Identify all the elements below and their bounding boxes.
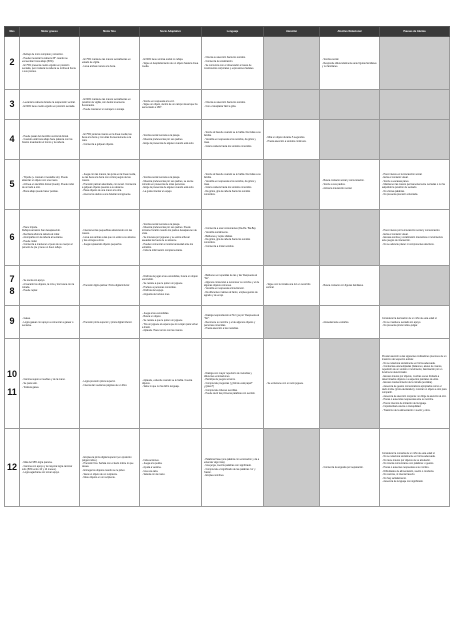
pausas-alarma-cell	[380, 429, 450, 507]
month-label: 7	[9, 274, 15, 285]
cell-item: - No hay señalamiento.	[382, 476, 407, 480]
cell-item: - No se advierte placer ni componentes afectivos.	[382, 242, 435, 246]
cell-item: - Disfruta del espejo.	[142, 289, 164, 293]
cell-item: Considerar la consulta de un niño de esta edad si:	[382, 451, 436, 455]
atencion-cell	[264, 339, 320, 429]
cell-item: - Cuando está boca abajo hace palanca con los brazos levantando el tronco y la cabeza.	[22, 138, 73, 145]
afectivo-relacional-cell	[320, 90, 380, 120]
cell-item: - Al sacarlo los objetos, la mira y los busca con la mirada.	[22, 282, 75, 289]
cell-item: - Participa de juegos sonoros.	[204, 378, 236, 382]
cell-item: - Presta atención a sonidos continuos.	[266, 139, 307, 143]
cell-item: - Poco interés por la interacción social y comunicación.	[382, 229, 441, 233]
month-cell	[5, 210, 20, 266]
month-cell	[5, 429, 20, 507]
socio-adaptativo-cell	[140, 266, 202, 306]
pausas-alarma-cell	[380, 37, 450, 90]
motor-grueso-cell	[20, 266, 80, 306]
cell-item: - Prensión palmar adentrada, con tenaz. Comienza a golpear objetos puestos a su alcance.	[82, 182, 137, 189]
cell-item: - Sabe lo que no ha dicho lenguaje.	[142, 385, 180, 389]
cell-item: - Prensión pinza superior y pinza digital inferior.	[82, 320, 133, 324]
month-cell	[5, 306, 20, 339]
cell-item: - Saca un objeto de un recipiente.	[82, 472, 118, 476]
cell-item: - Muestra preferencias por sus padres, se siente cómodo en presencia de otras personas.	[142, 179, 194, 186]
cell-item: - Boca abajo puede hacer pelotas.	[22, 189, 59, 193]
afectivo-relacional-cell	[320, 160, 380, 210]
cell-item: - El 75% mantiene las manos semiabiertas en estado de vigilia.	[82, 58, 131, 65]
motor-fino-cell	[80, 90, 140, 120]
cell-item: - Reconoce su nombre y el de algunos objetos y personas conocidas.	[204, 320, 256, 327]
cell-item: - No presenta prensión voluntaria.	[382, 193, 419, 197]
month-cell	[5, 266, 20, 306]
cell-item: - Más del 95% logra pararse.	[22, 460, 53, 464]
lenguaje-cell	[202, 120, 264, 160]
cell-item: - No tiene interés por objetos de su alrededor.	[382, 458, 431, 462]
cell-item: - Se para solo.	[22, 382, 38, 385]
cell-item: - Usa jerga, mezcla palabras con significado.	[204, 464, 252, 468]
cell-item: - Activa la interacción social.	[322, 186, 353, 190]
cell-item: - Pocas o ausentes respuestas a su nombre.	[382, 466, 430, 469]
cell-item: - Juega repasando objetos pequeños.	[82, 242, 123, 246]
cell-item: - Se resiste a que le quiten un juguete.	[142, 319, 183, 322]
cell-item: - Vocaliza en respuesta a los sonidos, da gritos y risas.	[204, 138, 256, 144]
motor-grueso-cell	[20, 160, 80, 210]
pausas-alarma-cell	[380, 120, 450, 160]
cell-item: - Algunos comienzan a reconocer su nombre y el de algunas objetos comunes.	[204, 280, 260, 287]
cell-item: - Imita acciones.	[142, 458, 160, 462]
cell-item: - Pocas o ausencias respuestas ante su nombre.	[382, 398, 434, 402]
motor-grueso-cell	[20, 429, 80, 507]
cell-item: - Sigue el desplazamiento de un objeto hasta la línea media.	[142, 61, 199, 68]
cell-item: - Ausencia de gestos comunicativos apropiados como el dedo índice (proto-declarativo), mostrar un objeto a otro para compartir.	[382, 385, 447, 394]
table-row	[5, 160, 450, 210]
cell-item: - Comienza a golpear objetos.	[82, 142, 114, 146]
cell-item: - Sonrisa social.	[322, 58, 340, 62]
cell-item: - Vocaliza socialmente.	[204, 230, 229, 234]
atencion-cell	[264, 160, 320, 210]
cell-item: - Juega a la pelota.	[142, 462, 163, 466]
cell-item: - Comienza la vocalización.	[204, 60, 234, 63]
cell-item: - Pasa objetos de una mano a la otra.	[82, 189, 122, 193]
month-label: 2	[9, 57, 15, 68]
header-atencion: Atención	[264, 27, 320, 37]
cell-item: - Gatea.	[22, 317, 31, 321]
cell-item: - Muestra preferencias por sus padres.	[142, 138, 184, 141]
cell-item: - Sonrisa social cercana a la pareja.	[142, 134, 181, 138]
cell-item: - Evita el contacto visual.	[382, 176, 409, 180]
cell-item: - Tripode (+ manual o inestable sin). Puede alcanzar un objeto con una mano.	[22, 176, 68, 183]
lenguaje-cell	[202, 266, 264, 306]
socio-adaptativo-cell	[140, 37, 202, 90]
socio-adaptativo-cell	[140, 160, 202, 210]
cell-item: - Intenta dar vuelta las páginas de un libro.	[82, 383, 128, 387]
cell-item: - Mira un objeto durante 5 segundos.	[266, 136, 306, 140]
cell-item: - Lleva sus ambas a las que no están a su alcance y las entrega a otros.	[82, 236, 136, 242]
motor-fino-cell	[80, 160, 140, 210]
cell-item: - Usa una taza.	[142, 469, 159, 473]
cell-item: - Ausencia de lenguaje con significado.	[382, 480, 424, 484]
motor-grueso-cell	[20, 120, 80, 160]
cell-item: - Comprende el significado de las palabras 'no' y 'basta'.	[204, 467, 256, 474]
cell-item: - Pueden comenzar a mostrar ansiedad ante los extraños.	[142, 242, 194, 249]
cell-item: - Comprende órdenes sencillas.	[204, 388, 238, 392]
cell-item: - Da gritos, gira la cabeza hacia los sonidos conocidos.	[204, 238, 251, 245]
table-row	[5, 306, 450, 339]
month-cell	[5, 37, 20, 90]
cell-item: - Gira la cabeza hacia los sonidos conocidos.	[204, 144, 252, 148]
header-motor-grueso: Motor grueso	[20, 27, 80, 37]
cell-item: - Sonríe al hacerle cuando se le habla. Da risitas a su familia.	[204, 173, 261, 180]
month-cell	[5, 339, 20, 429]
afectivo-relacional-cell	[320, 210, 380, 266]
cell-item: - Se entretiene con un solo juguete.	[266, 382, 304, 385]
cell-item: - Logra prensión pinza superior.	[82, 380, 116, 384]
header-row	[5, 27, 450, 37]
cell-item: - Todavía gatea.	[22, 385, 40, 389]
pausas-alarma-cell	[380, 306, 450, 339]
header-pausas-alarma: Pausas de Alarma	[380, 27, 450, 37]
cell-item: - Se sienta sin apoyo.	[22, 278, 45, 282]
cell-item: - Impulsividad externa o tranquilidad.	[382, 405, 422, 409]
lenguaje-cell	[202, 306, 264, 339]
cell-item: - Pueden levantar la cabeza 45° cuando se encuentran boca abajo (50%).	[22, 57, 68, 63]
cell-item: - Levanta la cabeza durante la suspensión ventral.	[22, 101, 76, 105]
cell-item: - Puede reptar.	[22, 289, 38, 293]
lenguaje-cell	[202, 339, 264, 429]
lenguaje-cell	[202, 37, 264, 90]
development-milestones-table	[4, 26, 450, 507]
cell-item: - Sonríe a escasas pares.	[382, 179, 410, 183]
lenguaje-cell	[202, 160, 264, 210]
month-label: 8	[9, 285, 15, 296]
month-cell	[5, 120, 20, 160]
pausas-alarma-cell	[380, 339, 450, 429]
cell-item: - Dialoga respondiendo al 'No' (ya por 'Respuesta al "No"'.	[204, 313, 260, 320]
cell-item: - Prensión fina. Señala con el dedo índice lo que desea.	[82, 462, 134, 469]
cell-item: - No camina, ni intenta hacerlo.	[382, 473, 416, 477]
cell-item: Reflejos arcaicos han desaparecido.	[22, 229, 61, 233]
cell-item: - Aplaude. Hace turnos con las manos.	[142, 329, 184, 333]
header-afectivo-relacional: Afectivo Relacional	[320, 27, 380, 37]
cell-item: - Escasa sonrisa y vocalización interactiva o movimientos ante juegos de interacción.	[382, 236, 443, 243]
header-mes: Mes	[5, 27, 20, 37]
cell-item: - Hace trípode.	[22, 225, 38, 229]
socio-adaptativo-cell	[140, 90, 202, 120]
cell-item: - Reflejo de moro completo y simétrico.	[22, 53, 64, 57]
cell-item: - Sonrisa social cercana a la pareja.	[142, 176, 181, 180]
cell-item: - Prefiere a personas conocidas.	[142, 285, 177, 289]
motor-fino-cell	[80, 266, 140, 306]
cell-item: - Imita la información complementaria.	[142, 249, 183, 253]
cell-item: - Ausencia de atención conjunta: no dirige la atención al otro.	[382, 394, 447, 398]
cell-item: - Se comunica con el observador a través de movimientos corporales y expresiones faciales.	[204, 63, 255, 70]
cell-item: - Responde diferencialmente ante figuras familiares y no familiares.	[322, 61, 377, 68]
cell-item: - Acompaña con la cabeza al sentarse.	[22, 236, 64, 240]
socio-adaptativo-cell	[140, 210, 202, 266]
atencion-cell	[264, 210, 320, 266]
cell-item: - Logra gatear con apoyo a comenzar a gatear o sentarse.	[22, 320, 74, 327]
cell-item: - No presenta pinza índice-pulgar.	[382, 324, 418, 328]
cell-item: - Balbuceo en repetidas de las y las 'Respuesta al "No".	[204, 274, 257, 281]
month-label: 11	[7, 386, 17, 397]
cell-item: - No intenta comunicarse con palabras: o gestos.	[382, 462, 434, 466]
cell-item: - Orienta su atención hacia los sonidos.	[204, 101, 246, 105]
cell-item: - Trastorno de la alimentación / sueño y otros.	[382, 408, 431, 412]
month-label: 4	[9, 133, 15, 144]
cell-item: - Pocos intentos de imitación del lenguaje.	[382, 401, 427, 405]
cell-item: - Acerca los dedos a una botella incongruente.	[82, 192, 132, 196]
afectivo-relacional-cell	[320, 429, 380, 507]
cell-item: - Sonrisa social cercana a la pareja.	[142, 222, 181, 226]
cell-item: - El 90% tiene cuello erguido en posición sentada.	[22, 104, 76, 108]
cell-item: - No se mantiene sentado sin apoyo.	[382, 320, 421, 324]
cell-item: - Entrega los objetos cuando se le piden.	[82, 469, 126, 472]
cell-item: - Sigue un objeto, dentro de un campo visual que ha aumentado a 180°.	[142, 103, 198, 110]
atencion-cell	[264, 120, 320, 160]
motor-fino-cell	[80, 339, 140, 429]
cell-item: - El 75% presenta cuello erguido en posición sentada, pero todavía la cabeza se inclina al frente o sus pivotes.	[22, 63, 76, 73]
afectivo-relacional-cell	[320, 120, 380, 160]
cell-item: - Exige la presencia de alguien cuando está solo.	[142, 186, 195, 190]
table-body	[5, 37, 450, 507]
atencion-cell	[264, 37, 320, 90]
cell-item: - Busca un objeto.	[142, 315, 162, 319]
motor-fino-cell	[80, 120, 140, 160]
cell-item: - Da diferentes matices al llanto, emplea gestos de agrado y de enojo.	[204, 290, 258, 297]
cell-item: - Sigue con la mirada una luz en recorrido vertical.	[266, 282, 311, 289]
cell-item: - Dificultades de alimentación, sueño o conducta.	[382, 469, 435, 473]
lenguaje-cell	[202, 210, 264, 266]
cell-item: - Comienza a usar consonantes (Da-Pa / Ba-Ba).	[204, 227, 257, 231]
cell-item: - Rechaza ahora la cabeza al rodar.	[22, 232, 60, 236]
cell-item: - Escaso mantenimiento de la mirada (ecolalia).	[382, 381, 433, 385]
socio-adaptativo-cell	[140, 339, 202, 429]
cell-item: - El 90% mantiene las manos semiabiertas en posición de vigilia, con dedos levemente flexionados.	[82, 98, 131, 108]
cell-item: - Sonríe al hacerle cuando se le habla. Da risitas a su familia.	[204, 131, 261, 138]
cell-item: - Angustia del octavo mes.	[142, 292, 171, 296]
cell-item: - Puede pasar del decúbito ventral al dorsal.	[22, 134, 69, 138]
month-label: 6	[9, 231, 15, 242]
cell-item: - Camina con apoyo y la mayoría logra caminar solo (50% entre 10 y 14 meses).	[22, 464, 73, 471]
pausas-alarma-cell	[380, 266, 450, 306]
cell-item: - Mantienen las manos permanentemente cerradas o no ha adquirido la posición de sentado.	[382, 183, 445, 190]
cell-item: - Evita el contacto visual.	[382, 232, 409, 236]
cell-item: - Conductas estereotipadas (balanceo, aleteo de manos, repetición de un sonido o movimiento, fascinación por un fenómeno determinado.	[382, 365, 443, 375]
cell-item: - Prensión digito-palmar. Pinza digital inferior.	[82, 284, 130, 287]
table-row	[5, 266, 450, 306]
cell-item: - Orienta su atención hacia los sonidos.	[204, 56, 246, 60]
table-row	[5, 210, 450, 266]
lenguaje-cell	[202, 90, 264, 120]
cell-item: - La gusta intentar el espejo.	[142, 189, 173, 193]
cell-item: - Juega con las manos, las junta en la línea media, se las lleva a la boca con cortos juegos de las manos.	[82, 173, 136, 183]
month-label: 5	[9, 178, 15, 189]
cell-item: - Tira un juguete al espera que lo recojan para volver a tirarlo.	[142, 322, 198, 329]
socio-adaptativo-cell	[140, 306, 202, 339]
cell-item: - Aplaude, extiende cuando se le habla. Cuenta objetos.	[142, 378, 193, 385]
afectivo-relacional-cell	[320, 37, 380, 90]
cell-item: - Logra agacharse sin tomar apoyo.	[22, 471, 60, 475]
cell-item: - Sonríe en respuesta a la voz.	[142, 99, 175, 103]
header-socio-adaptativo: Socio Adaptativo	[140, 27, 202, 37]
motor-grueso-cell	[20, 339, 80, 429]
month-label: 9	[9, 316, 15, 327]
cell-item: - No vitorea palabras.	[382, 189, 405, 193]
cell-item: - Se resiste a que le quiten un juguete.	[142, 281, 183, 285]
motor-fino-cell	[80, 37, 140, 90]
cell-item: - Puede mantener un sonajero o sonaja.	[82, 107, 125, 111]
cell-item: - Busca contacto con figuras familiares.	[322, 284, 364, 287]
afectivo-relacional-cell	[320, 306, 380, 339]
pausas-alarma-cell	[380, 160, 450, 210]
month-cell	[5, 160, 20, 210]
cell-item: - Balbucea y repite sílabas.	[204, 234, 233, 238]
cell-item: - No se relaciona socialmente en forma adecuada.	[382, 455, 436, 459]
cell-item: - Vocaliza en respuesta al interlocutor.	[204, 287, 245, 291]
motor-grueso-cell	[20, 90, 80, 120]
cell-item: - Saluda con la mano.	[142, 473, 166, 477]
cell-item: - Gira la cabeza hacia los sonidos conocidos.	[204, 186, 252, 190]
cell-item: - Arrinea en decúbito dorsal (ruedo). Puede rodar de un lado a otro.	[22, 183, 75, 189]
motor-fino-cell	[80, 429, 140, 507]
table-row	[5, 429, 450, 507]
cell-item: - Intenta tenzas pequeñitas alcanzando con las manos.	[82, 229, 132, 236]
afectivo-relacional-cell	[320, 339, 380, 429]
motor-grueso-cell	[20, 210, 80, 266]
table-row	[5, 339, 450, 429]
pausas-alarma-cell	[380, 90, 450, 120]
motor-fino-cell	[80, 210, 140, 266]
cell-item: - Puede rodar.	[22, 239, 38, 243]
month-label: 10	[7, 369, 18, 380]
cell-item: - Da gritos, gira la cabeza hacia los sonidos conocidos.	[204, 189, 251, 196]
atencion-cell	[264, 266, 320, 306]
cell-item: - Muestra preferencias por sus padres. Puede tornarse huraño cuando los padres desaparecen de vista.	[142, 226, 197, 236]
month-cell	[5, 90, 20, 120]
cell-item: - Comienza a imitar sonidos.	[204, 244, 235, 248]
table-row	[5, 37, 450, 90]
cell-item: - Se interesa por juguetes y se estira al llevar aseadas las fuera de su alcance.	[142, 236, 190, 242]
cell-item: Considerar la derivación de un niño de esta edad si:	[382, 316, 438, 320]
pausas-alarma-cell	[380, 210, 450, 266]
cell-item: - Ayuda a vestirse.	[142, 466, 162, 469]
header-motor-fino: Motor fino	[80, 27, 140, 37]
cell-item: - Sonríe a sus padres.	[322, 183, 346, 186]
cell-item: - Disfruta de jugar a las escondidas, busca un objeto escondido.	[142, 275, 198, 282]
cell-item: - Ansiedad ante extraños.	[322, 320, 350, 324]
cell-item: - Vocaliza en respuesta a los sonidos, da gritos y risas.	[204, 179, 256, 186]
cell-item: - Dialoga con mayor repertorio de melodías y diferentes entonaciones.	[204, 371, 252, 378]
cell-item: - Comienza la angustia por separación.	[322, 466, 364, 469]
atencion-cell	[264, 306, 320, 339]
cell-item: - Juega a las escondidas.	[142, 311, 170, 315]
cell-item: - Con el desplazar fácil a grita.	[204, 104, 237, 108]
cell-item: - Palabras frase (una palabra con entonación y da a entender algo más).	[204, 457, 260, 464]
cell-item: Prestar atención a las siguientes indicadores precoces de un trastorno del espectro autista:	[382, 355, 447, 362]
table-row	[5, 90, 450, 120]
cell-item: - Lleva ambas manos a la boca.	[82, 64, 116, 68]
lenguaje-cell	[202, 429, 264, 507]
month-label: 3	[9, 98, 15, 109]
cell-item: - Comienza a mantener el peso de su cuerpo al ponerlo de pie y tiene un buen reflejo.	[22, 243, 73, 250]
cell-item: - No se relaciona socialmente en forma adecuada.	[382, 361, 436, 365]
cell-item: - Busca contacto social y comunicación.	[322, 179, 365, 183]
cell-item: - Exige la presencia de alguien cuando está solo.	[142, 141, 195, 145]
cell-item: - Comprende preguntas ('¿Dónde está papá?' ¿Quién?)	[204, 382, 253, 388]
cell-item: - Camina sujeto a muebles y de la mano.	[22, 378, 66, 382]
cell-item: - Emplea la pinza digital superior (en oposición pulgar-índice).	[82, 455, 132, 462]
afectivo-relacional-cell	[320, 266, 380, 306]
cell-item: - Emplea nombres.	[204, 474, 225, 478]
cell-item: - El 75% junta las manos en la línea media; las lleva a la boca y con ellas frecuentemente a la cara.	[82, 133, 132, 143]
socio-adaptativo-cell	[140, 429, 202, 507]
atencion-cell	[264, 90, 320, 120]
motor-fino-cell	[80, 306, 140, 339]
cell-item: - Escaso interés por objetos, muchas veces limitado a determinados objetos o a aspectos parciales de ellos.	[382, 374, 440, 381]
table-row	[5, 120, 450, 160]
cell-item: - Presta atención a las melodías.	[204, 327, 239, 331]
motor-grueso-cell	[20, 37, 80, 90]
cell-item: - El 90% tiene sonrisa social no refleja.	[142, 58, 184, 62]
month-label: 12	[7, 461, 18, 472]
cell-item: - Puede decir las primeras palabras con sentido.	[204, 392, 256, 396]
socio-adaptativo-cell	[140, 120, 202, 160]
motor-grueso-cell	[20, 306, 80, 339]
header-lenguaje: Lenguaje	[202, 27, 264, 37]
cell-item: - Poco interés en la interacción social.	[382, 172, 423, 176]
atencion-cell	[264, 429, 320, 507]
cell-item: - Mete objetos en un recipiente.	[82, 476, 116, 480]
